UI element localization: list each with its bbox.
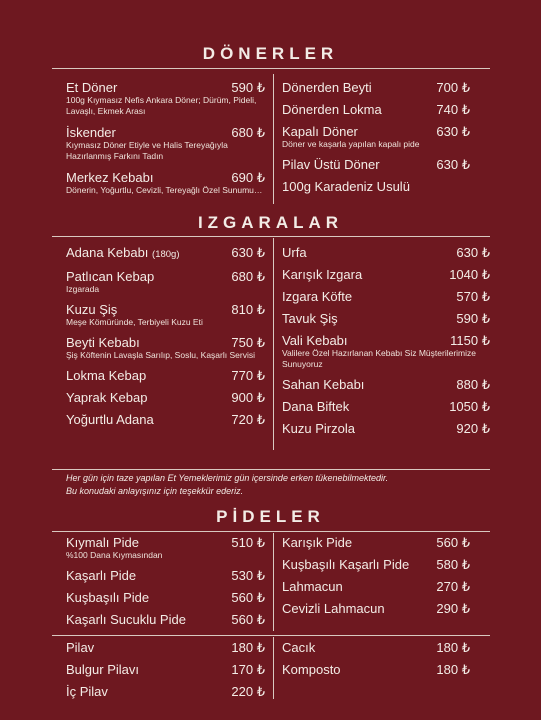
note-line-2: Bu konudaki anlayışınız için teşekkür ederiz. bbox=[66, 486, 244, 496]
menu-item-name-wrap bbox=[282, 399, 349, 414]
menu-item-name: Yaprak Kebap bbox=[66, 390, 148, 405]
menu-item-name: Kaşarlı Pide bbox=[66, 568, 137, 583]
menu-item-name: Cacık bbox=[282, 640, 316, 655]
menu-item-price: 740 ₺ bbox=[436, 102, 470, 117]
menu-item-row bbox=[282, 267, 490, 282]
menu-item-name: Kuşbaşılı Kaşarlı Pide bbox=[282, 557, 410, 572]
menu-item bbox=[66, 368, 265, 383]
menu-item-price: 590 ₺ bbox=[456, 311, 490, 326]
menu-item-row bbox=[282, 179, 470, 194]
pide-section-title: PİDELER bbox=[216, 507, 325, 526]
menu-item-row bbox=[282, 421, 490, 436]
menu-item-description: Şiş Köftenin Lavaşla Sarılıp, Soslu, Kaşarlı Servisi bbox=[66, 350, 255, 360]
menu-item-name: Dönerden Lokma bbox=[282, 102, 382, 117]
menu-item bbox=[282, 535, 470, 550]
menu-item bbox=[282, 640, 470, 655]
menu-item-price: 680 ₺ bbox=[231, 269, 265, 284]
pide-right-column bbox=[282, 535, 470, 623]
menu-item bbox=[66, 684, 265, 699]
menu-item-name-wrap bbox=[66, 170, 153, 185]
menu-item-price: 720 ₺ bbox=[231, 412, 265, 427]
menu-item-row bbox=[282, 102, 470, 117]
menu-item-description: Meşe Kömüründe, Terbiyeli Kuzu Eti bbox=[66, 317, 203, 327]
menu-item-row bbox=[66, 662, 265, 677]
menu-item-name-wrap bbox=[66, 535, 139, 550]
menu-item-name: Vali Kebabı bbox=[282, 333, 348, 348]
menu-item bbox=[282, 80, 470, 95]
menu-item-name-wrap bbox=[282, 662, 341, 677]
menu-item-price: 700 ₺ bbox=[436, 80, 470, 95]
menu-item-name-wrap bbox=[66, 269, 154, 284]
freshness-note bbox=[66, 472, 388, 498]
pide-left-column bbox=[66, 535, 265, 634]
menu-item-name-wrap bbox=[66, 640, 94, 655]
menu-item-name-wrap bbox=[282, 601, 385, 616]
izgara-right-column bbox=[282, 245, 490, 443]
menu-item-quantity: (180g) bbox=[152, 249, 180, 260]
menu-item bbox=[66, 568, 265, 583]
menu-item-name: Yoğurtlu Adana bbox=[66, 412, 154, 427]
menu-item-name-wrap bbox=[66, 125, 116, 140]
doner-section-title: DÖNERLER bbox=[202, 44, 339, 63]
menu-item-row bbox=[66, 684, 265, 699]
izgara-divider bbox=[52, 236, 490, 237]
menu-item-name: Kuşbaşılı Pide bbox=[66, 590, 150, 605]
menu-item bbox=[282, 245, 490, 260]
menu-item-row bbox=[66, 535, 265, 550]
menu-item-name-wrap bbox=[282, 124, 358, 139]
menu-item-row bbox=[66, 269, 265, 284]
menu-item-price: 580 ₺ bbox=[436, 557, 470, 572]
izgara-left-column bbox=[66, 245, 265, 434]
menu-item-row bbox=[282, 557, 470, 572]
menu-item-row bbox=[282, 640, 470, 655]
menu-item-price: 630 ₺ bbox=[231, 245, 265, 260]
menu-item-description: 100g Kıymasız Nefis Ankara Döner; Dürüm, Pideli, Lavaşlı, Ekmek Arası bbox=[66, 95, 257, 116]
menu-item-price: 1150 ₺ bbox=[450, 333, 490, 348]
pide-divider bbox=[52, 531, 490, 532]
menu-item-name: Beyti Kebabı bbox=[66, 335, 140, 350]
menu-item-name: Kuzu Pirzola bbox=[282, 421, 355, 436]
menu-item-name-wrap bbox=[282, 557, 409, 572]
menu-item-name-wrap bbox=[66, 662, 139, 677]
menu-item-price: 530 ₺ bbox=[231, 568, 265, 583]
menu-item bbox=[66, 125, 265, 162]
menu-item-name: Lokma Kebap bbox=[66, 368, 147, 383]
menu-item-row bbox=[282, 245, 490, 260]
izgara-column-divider bbox=[273, 238, 274, 450]
menu-item-row bbox=[66, 390, 265, 405]
menu-item-name-wrap bbox=[282, 245, 307, 260]
sides-left-column bbox=[66, 640, 265, 706]
menu-item-name: İç Pilav bbox=[66, 684, 108, 699]
menu-item-row bbox=[282, 124, 470, 139]
menu-item-name: Adana Kebabı bbox=[66, 245, 149, 260]
note-divider bbox=[52, 469, 490, 470]
menu-item-price: 180 ₺ bbox=[436, 662, 470, 677]
menu-item-description: Valilere Özel Hazırlanan Kebabı Siz Müşterilerimize Sunuyoruz bbox=[282, 348, 477, 369]
menu-item-row bbox=[66, 590, 265, 605]
menu-item-name-wrap bbox=[282, 333, 348, 348]
menu-item-name: Karışık Pide bbox=[282, 535, 353, 550]
menu-item-description: Dönerin, Yoğurtlu, Cevizli, Tereyağlı Özel Sunumu… bbox=[66, 185, 263, 195]
menu-item-name: Urfa bbox=[282, 245, 307, 260]
menu-item bbox=[282, 421, 490, 436]
menu-item-row bbox=[66, 612, 265, 627]
menu-item-name: Kuzu Şiş bbox=[66, 302, 118, 317]
menu-item-row bbox=[66, 412, 265, 427]
menu-item-price: 560 ₺ bbox=[231, 590, 265, 605]
menu-item bbox=[66, 302, 265, 328]
menu-item bbox=[282, 102, 470, 117]
menu-item bbox=[282, 579, 470, 594]
menu-item-description: %100 Dana Kıymasından bbox=[66, 550, 163, 560]
menu-item bbox=[282, 333, 490, 370]
menu-item-row bbox=[66, 568, 265, 583]
menu-item bbox=[282, 311, 490, 326]
menu-item-price: 560 ₺ bbox=[436, 535, 470, 550]
menu-item-name-wrap bbox=[66, 684, 108, 699]
menu-item-price: 570 ₺ bbox=[456, 289, 490, 304]
note-line-1: Her gün için taze yapılan Et Yemeklerimiz gün içersinde erken tükenebilmektedir. bbox=[66, 473, 389, 483]
menu-item bbox=[282, 157, 470, 172]
menu-item-description: Izgarada bbox=[66, 284, 100, 294]
menu-item-row bbox=[282, 333, 490, 348]
menu-item-name: Karışık Izgara bbox=[282, 267, 363, 282]
menu-item bbox=[66, 535, 265, 561]
menu-item-price: 630 ₺ bbox=[436, 124, 470, 139]
menu-item bbox=[66, 335, 265, 361]
menu-item-price: 180 ₺ bbox=[231, 640, 265, 655]
menu-item bbox=[66, 640, 265, 655]
menu-item bbox=[66, 170, 265, 196]
menu-item-name-wrap bbox=[66, 612, 186, 627]
menu-item-name: Izgara Köfte bbox=[282, 289, 353, 304]
menu-item-price: 630 ₺ bbox=[436, 157, 470, 172]
menu-item-price: 510 ₺ bbox=[231, 535, 265, 550]
menu-item-name-wrap bbox=[282, 535, 352, 550]
menu-item-price: 920 ₺ bbox=[456, 421, 490, 436]
menu-item-price: 1050 ₺ bbox=[449, 399, 490, 414]
menu-item-name-wrap bbox=[282, 579, 343, 594]
menu-item-name-wrap bbox=[66, 390, 147, 405]
menu-item-name: Et Döner bbox=[66, 80, 118, 95]
menu-item-row bbox=[282, 377, 490, 392]
menu-item-name-wrap bbox=[66, 412, 154, 427]
menu-item-price: 170 ₺ bbox=[231, 662, 265, 677]
menu-item-row bbox=[282, 311, 490, 326]
menu-item-name: Kaşarlı Sucuklu Pide bbox=[66, 612, 186, 627]
menu-item-price: 750 ₺ bbox=[231, 335, 265, 350]
menu-item bbox=[282, 601, 470, 616]
menu-item-name: Pilav bbox=[66, 640, 95, 655]
menu-item-name: Kapalı Döner bbox=[282, 124, 358, 139]
menu-item-row bbox=[66, 125, 265, 140]
menu-item-name-wrap bbox=[66, 568, 136, 583]
menu-item bbox=[66, 662, 265, 677]
doner-divider bbox=[52, 68, 490, 69]
menu-item-name-wrap bbox=[282, 421, 355, 436]
menu-item-name-wrap bbox=[66, 80, 117, 95]
menu-item-name: Tavuk Şiş bbox=[282, 311, 338, 326]
menu-item-row bbox=[282, 399, 490, 414]
menu-item bbox=[66, 269, 265, 295]
menu-item bbox=[66, 80, 265, 117]
menu-item bbox=[282, 179, 470, 194]
menu-item-row bbox=[66, 640, 265, 655]
menu-item bbox=[66, 245, 265, 262]
menu-item-name: 100g Karadeniz Usulü bbox=[282, 179, 410, 194]
menu-item bbox=[282, 289, 490, 304]
menu-item-name-wrap bbox=[66, 590, 149, 605]
menu-item-name: Dönerden Beyti bbox=[282, 80, 372, 95]
doner-column-divider bbox=[273, 74, 274, 204]
sides-column-divider bbox=[273, 637, 274, 699]
menu-item-name-wrap bbox=[282, 267, 362, 282]
doner-right-column bbox=[282, 80, 470, 201]
menu-item bbox=[66, 390, 265, 405]
menu-item-row bbox=[66, 170, 265, 185]
menu-item-name: Dana Biftek bbox=[282, 399, 350, 414]
menu-item bbox=[282, 377, 490, 392]
menu-item-name-wrap bbox=[282, 179, 410, 194]
menu-item-price: 220 ₺ bbox=[231, 684, 265, 699]
menu-item-row bbox=[66, 245, 265, 262]
menu-item-name-wrap bbox=[282, 640, 315, 655]
menu-item-name: İskender bbox=[66, 125, 116, 140]
menu-item bbox=[66, 612, 265, 627]
menu-item-price: 770 ₺ bbox=[231, 368, 265, 383]
menu-item-name: Pilav Üstü Döner bbox=[282, 157, 380, 172]
menu-item-price: 180 ₺ bbox=[436, 640, 470, 655]
menu-item-price: 630 ₺ bbox=[456, 245, 490, 260]
menu-item-price: 690 ₺ bbox=[231, 170, 265, 185]
menu-item-price: 880 ₺ bbox=[456, 377, 490, 392]
doner-left-column bbox=[66, 80, 265, 204]
menu-item-description: Döner ve kaşarla yapılan kapalı pide bbox=[282, 139, 420, 149]
pide-column-divider bbox=[273, 533, 274, 631]
menu-item-row bbox=[66, 335, 265, 350]
menu-item-price: 590 ₺ bbox=[231, 80, 265, 95]
menu-item bbox=[66, 412, 265, 427]
menu-item-name-wrap bbox=[282, 311, 338, 326]
menu-item-row bbox=[282, 579, 470, 594]
menu-item-price: 290 ₺ bbox=[436, 601, 470, 616]
menu-item bbox=[66, 590, 265, 605]
menu-item-row bbox=[282, 662, 470, 677]
menu-item-name-wrap bbox=[66, 335, 140, 350]
menu-item bbox=[282, 662, 470, 677]
menu-item-name: Sahan Kebabı bbox=[282, 377, 365, 392]
menu-item-price: 900 ₺ bbox=[231, 390, 265, 405]
menu-item bbox=[282, 557, 470, 572]
menu-item-price: 1040 ₺ bbox=[449, 267, 490, 282]
menu-item bbox=[282, 124, 470, 150]
menu-item-name-wrap bbox=[66, 245, 180, 262]
izgara-section-title: IZGARALAR bbox=[197, 213, 344, 232]
menu-item-name-wrap bbox=[66, 368, 146, 383]
menu-item-price: 270 ₺ bbox=[436, 579, 470, 594]
menu-item-name-wrap bbox=[282, 157, 380, 172]
menu-item bbox=[282, 399, 490, 414]
menu-item bbox=[282, 267, 490, 282]
sides-right-column bbox=[282, 640, 470, 684]
menu-item-row bbox=[282, 535, 470, 550]
menu-item-row bbox=[66, 302, 265, 317]
menu-item-name: Bulgur Pilavı bbox=[66, 662, 139, 677]
menu-item-row bbox=[66, 368, 265, 383]
menu-item-name-wrap bbox=[282, 289, 352, 304]
sides-divider bbox=[52, 635, 490, 636]
menu-item-row bbox=[66, 80, 265, 95]
menu-item-name: Merkez Kebabı bbox=[66, 170, 154, 185]
menu-item-price: 810 ₺ bbox=[231, 302, 265, 317]
menu-item-row bbox=[282, 289, 490, 304]
menu-item-row bbox=[282, 157, 470, 172]
menu-item-row bbox=[282, 601, 470, 616]
menu-item-name: Lahmacun bbox=[282, 579, 343, 594]
menu-item-name-wrap bbox=[282, 102, 382, 117]
menu-item-name: Patlıcan Kebap bbox=[66, 269, 155, 284]
menu-item-description: Kıymasız Döner Etiyle ve Halis Tereyağıyla Hazırlanmış Farkını Tadın bbox=[66, 140, 228, 161]
menu-item-name-wrap bbox=[282, 377, 364, 392]
menu-item-price: 680 ₺ bbox=[231, 125, 265, 140]
menu-item-name: Kıymalı Pide bbox=[66, 535, 139, 550]
menu-item-name: Cevizli Lahmacun bbox=[282, 601, 385, 616]
menu-item-name-wrap bbox=[282, 80, 372, 95]
menu-item-price: 560 ₺ bbox=[231, 612, 265, 627]
menu-item-row bbox=[282, 80, 470, 95]
menu-item-name-wrap bbox=[66, 302, 117, 317]
menu-item-name: Komposto bbox=[282, 662, 341, 677]
